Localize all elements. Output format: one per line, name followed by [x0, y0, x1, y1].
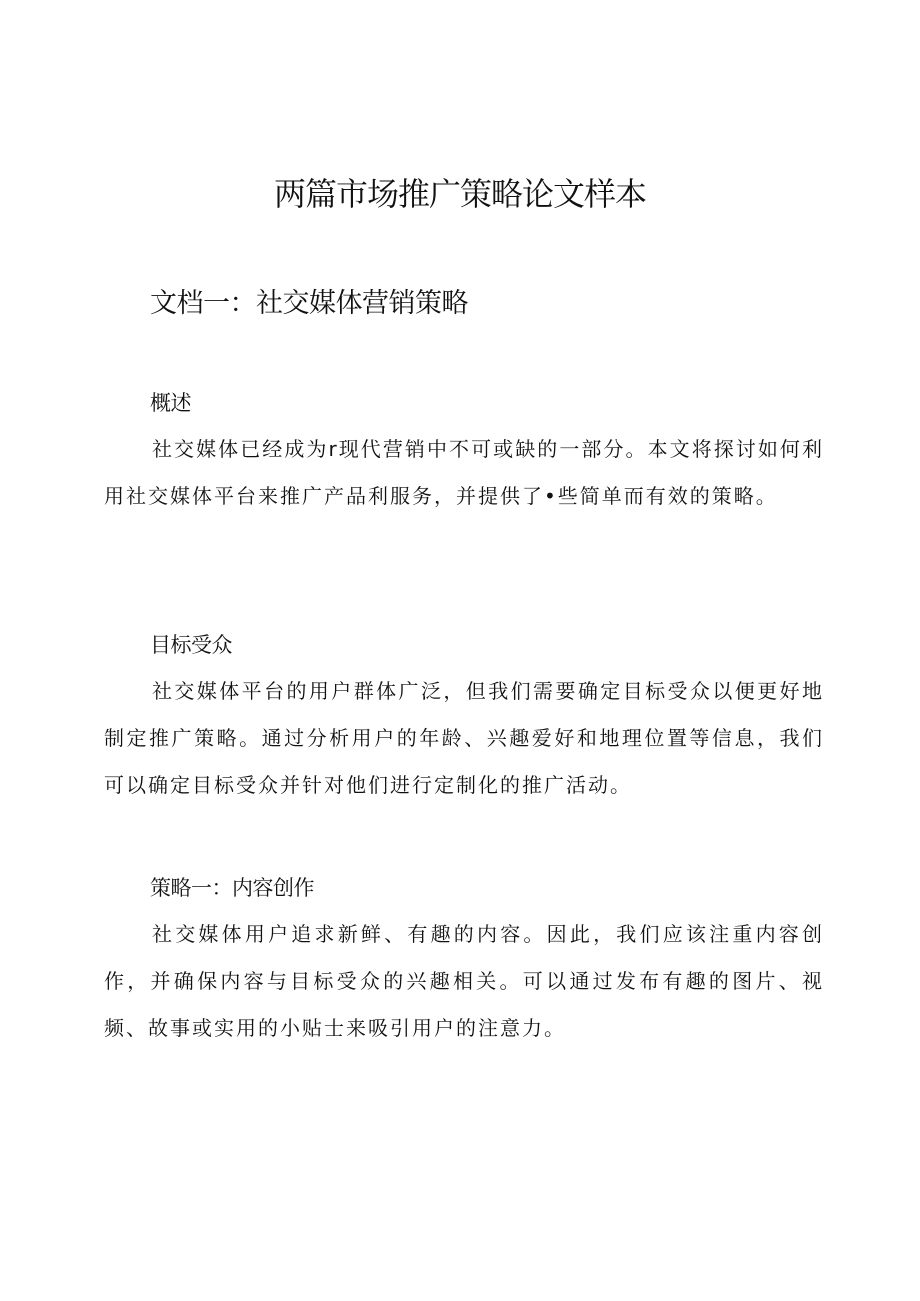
document-title: 两篇市场推广策略论文样本 [273, 175, 646, 213]
document-subtitle: 文档一：社交媒体营销策略 [150, 288, 468, 319]
section-paragraph: 社交媒体平台的用户群体广泛，但我们需要确定目标受众以便更好地制定推广策略。通过分析用户的年龄、兴趣爱好和地理位置等信息，我们可以确定目标受众并针对他们进行定制化的推广活动。 [104, 679, 824, 797]
section-paragraph: 社交媒体已经成为r现代营销中不可或缺的一部分。本文将探讨如何利用社交媒体平台来推广产品利服务，并提供了•些简单而有效的策略。 [104, 437, 824, 508]
section-overview [104, 388, 824, 520]
section-paragraph: 社交媒体用户追求新鲜、有趣的内容。因此，我们应该注重内容创作，并确保内容与目标受众的兴趣相关。可以通过发布有趣的图片、视频、故事或实用的小贴士来吸引用户的注意力。 [104, 922, 824, 1040]
section-heading: 策略一：内容创作 [150, 876, 314, 900]
section-heading: 概述 [150, 391, 191, 415]
section-heading: 目标受众 [150, 633, 232, 657]
section-strategy-content-creation [104, 873, 824, 1052]
section-target-audience [104, 630, 824, 809]
